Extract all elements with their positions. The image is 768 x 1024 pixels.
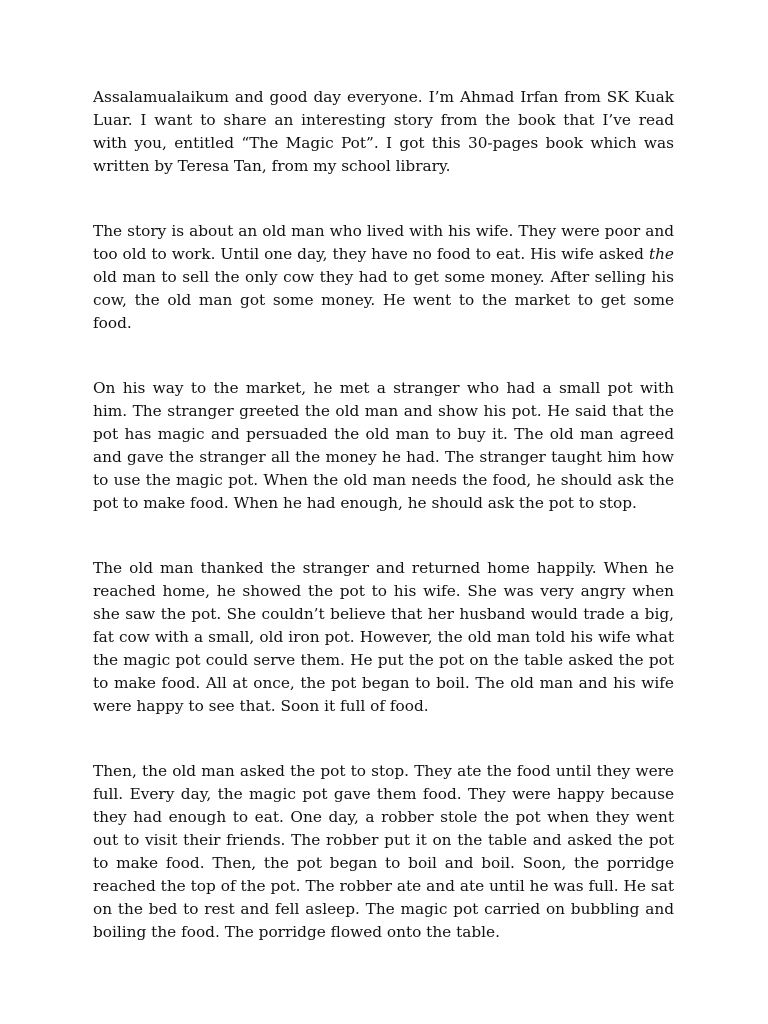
document-page: [93, 86, 674, 944]
paragraph-meeting-stranger: On his way to the market, he met a stranger who had a small pot with him. The stranger greeted the old man and show his pot. He said that the pot has magic and persuaded the old man to buy it. The old man agreed and gave the stranger all the money he had. The stranger taught him how to use the magic pot. When the old man needs the food, he should ask the pot to make food. When he had enough, he should ask the pot to stop.: [93, 379, 674, 512]
paragraph-introduction: Assalamualaikum and good day everyone. I’m Ahmad Irfan from SK Kuak Luar. I want to share an interesting story from the book that I’ve read with you, entitled “The Magic Pot”. I got this 30-pages book which was written by Teresa Tan, from my school library.: [93, 88, 674, 175]
paragraph-story-beginning: [93, 220, 674, 335]
paragraph-robber: Then, the old man asked the pot to stop. They ate the food until they were full. Every day, the magic pot gave them food. They were happy because they had enough to eat. One day, a robber stole the pot when they went out to visit their friends. The robber put it on the table and asked the pot to make food. Then, the pot began to boil and boil. Soon, the porridge reached the top of the pot. The robber ate and ate until he was full. He sat on the bed to rest and fell asleep. The magic pot carried on bubbling and boiling the food. The porridge flowed onto the table.: [93, 762, 674, 941]
italic-word: the: [648, 245, 674, 263]
paragraph-text-segment: old man to sell the only cow they had to get some money. After selling his cow, the old man got some money. He went to the market to get some food.: [93, 268, 674, 332]
paragraph-returning-home: The old man thanked the stranger and returned home happily. When he reached home, he showed the pot to his wife. She was very angry when she saw the pot. She couldn’t believe that her husband would trade a big, fat cow with a small, old iron pot. However, the old man told his wife what the magic pot could serve them. He put the pot on the table asked the pot to make food. All at once, the pot began to boil. The old man and his wife were happy to see that. Soon it full of food.: [93, 559, 674, 715]
paragraph-text-segment: The story is about an old man who lived with his wife. They were poor and too old to work. Until one day, they have no food to eat. His wife asked: [93, 222, 674, 263]
